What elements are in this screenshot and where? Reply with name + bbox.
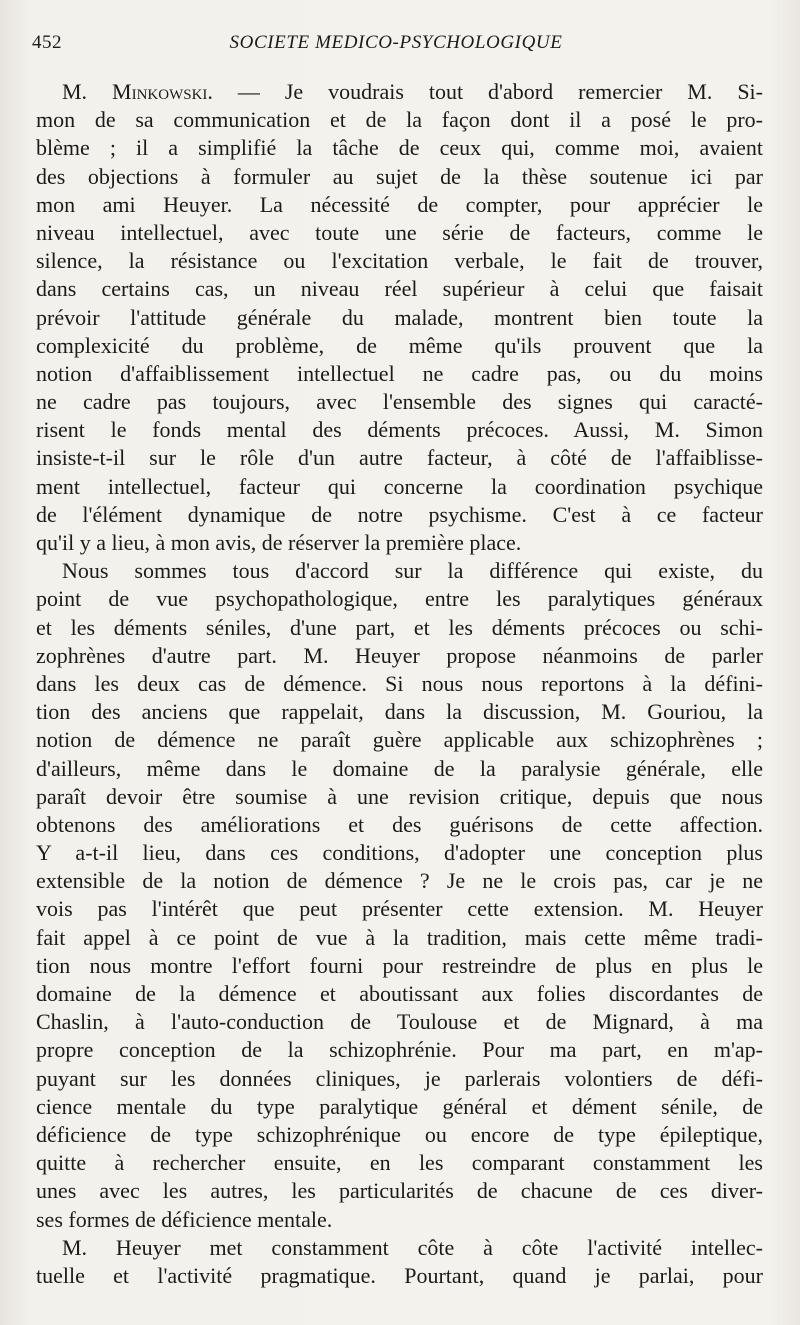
text-line: complexicité du problème, de même qu'ils prouvent que la	[36, 332, 763, 358]
text-line: déficience de type schizophrénique ou encore de type épileptique,	[36, 1121, 763, 1147]
text-line: mon de sa communication et de la façon dont il a posé le pro-	[36, 107, 763, 133]
text-line: risent le fonds mental des déments précoces. Aussi, M. Simon	[36, 417, 763, 443]
text-line: zophrènes d'autre part. M. Heuyer propose néanmoins de parler	[36, 642, 763, 668]
text-line: fait appel à ce point de vue à la tradition, mais cette même tradi-	[36, 924, 763, 950]
running-head: SOCIETE MEDICO-PSYCHOLOGIQUE	[229, 32, 563, 53]
text-line: ses formes de déficience mentale.	[36, 1206, 333, 1232]
text-line: qu'il y a lieu, à mon avis, de réserver la première place.	[36, 530, 522, 555]
page-header	[32, 32, 760, 56]
text-line: et les déments séniles, d'une part, et les déments précoces ou schi-	[36, 614, 763, 640]
text-line: M. Heuyer met constamment côte à côte l'activité intellec-	[62, 1234, 763, 1260]
text-line: prévoir l'attitude générale du malade, montrent bien toute la	[36, 304, 763, 330]
text-line: de l'élément dynamique de notre psychisme. C'est à ce facteur	[36, 501, 763, 527]
page-number: 452	[32, 32, 62, 53]
speaker-line-rest: . — Je voudrais tout d'abord remercier M. Si-	[207, 79, 763, 104]
text-line: niveau intellectuel, avec toute une série de facteurs, comme le	[36, 219, 763, 245]
speaker-prefix: M. M	[62, 79, 132, 104]
text-line: dans certains cas, un niveau réel supérieur à celui que faisait	[36, 276, 763, 302]
text-line: insiste-t-il sur le rôle d'un autre facteur, à côté de l'affaiblisse-	[36, 445, 763, 471]
text-line: Y a-t-il lieu, dans ces conditions, d'adopter une conception plus	[36, 840, 763, 866]
text-line: propre conception de la schizophrénie. Pour ma part, en m'ap-	[36, 1037, 763, 1063]
text-line: paraît devoir être soumise à une revision critique, depuis que nous	[36, 783, 763, 809]
text-line: Chaslin, à l'auto-conduction de Toulouse et de Mignard, à ma	[36, 1009, 763, 1035]
speaker-name: inkowski	[131, 79, 208, 104]
text-line: notion de démence ne paraît guère applicable aux schizophrènes ;	[36, 727, 763, 753]
text-line: unes avec les autres, les particularités de chacune de ces diver-	[36, 1178, 763, 1204]
text-line: d'ailleurs, même dans le domaine de la paralysie générale, elle	[36, 755, 763, 781]
text-line: mon ami Heuyer. La nécessité de compter, pour apprécier le	[36, 191, 763, 217]
text-line: puyant sur les données cliniques, je parlerais volontiers de défi-	[36, 1065, 763, 1091]
text-line: notion d'affaiblissement intellectuel ne cadre pas, ou du moins	[36, 360, 763, 386]
text-line: des objections à formuler au sujet de la thèse soutenue ici par	[36, 163, 763, 189]
text-line: obtenons des améliorations et des guérisons de cette affection.	[36, 811, 763, 837]
text-line: point de vue psychopathologique, entre les paralytiques généraux	[36, 586, 763, 612]
text-line: tuelle et l'activité pragmatique. Pourtant, quand je parlai, pour	[36, 1262, 763, 1288]
text-line	[36, 78, 763, 106]
text-line: cience mentale du type paralytique général et dément sénile, de	[36, 1093, 763, 1119]
text-line: vois pas l'intérêt que peut présenter cette extension. M. Heuyer	[36, 896, 763, 922]
text-line: ment intellectuel, facteur qui concerne la coordination psychique	[36, 473, 763, 499]
body-text	[36, 78, 763, 1290]
text-line: tion des anciens que rappelait, dans la discussion, M. Gouriou, la	[36, 699, 763, 725]
text-line: blème ; il a simplifié la tâche de ceux qui, comme moi, avaient	[36, 135, 763, 161]
text-line: domaine de la démence et aboutissant aux folies discordantes de	[36, 981, 763, 1006]
text-line: dans les deux cas de démence. Si nous nous reportons à la défini-	[36, 670, 763, 696]
text-line: ne cadre pas toujours, avec l'ensemble des signes qui caracté-	[36, 389, 763, 415]
text-line: silence, la résistance ou l'excitation verbale, le fait de trouver,	[36, 248, 763, 274]
text-line: Nous sommes tous d'accord sur la différence qui existe, du	[62, 558, 763, 584]
text-line: quitte à rechercher ensuite, en les comparant constamment les	[36, 1150, 763, 1176]
text-line: tion nous montre l'effort fourni pour restreindre de plus en plus le	[36, 952, 763, 978]
text-line: extensible de la notion de démence ? Je ne le crois pas, car je ne	[36, 868, 763, 894]
